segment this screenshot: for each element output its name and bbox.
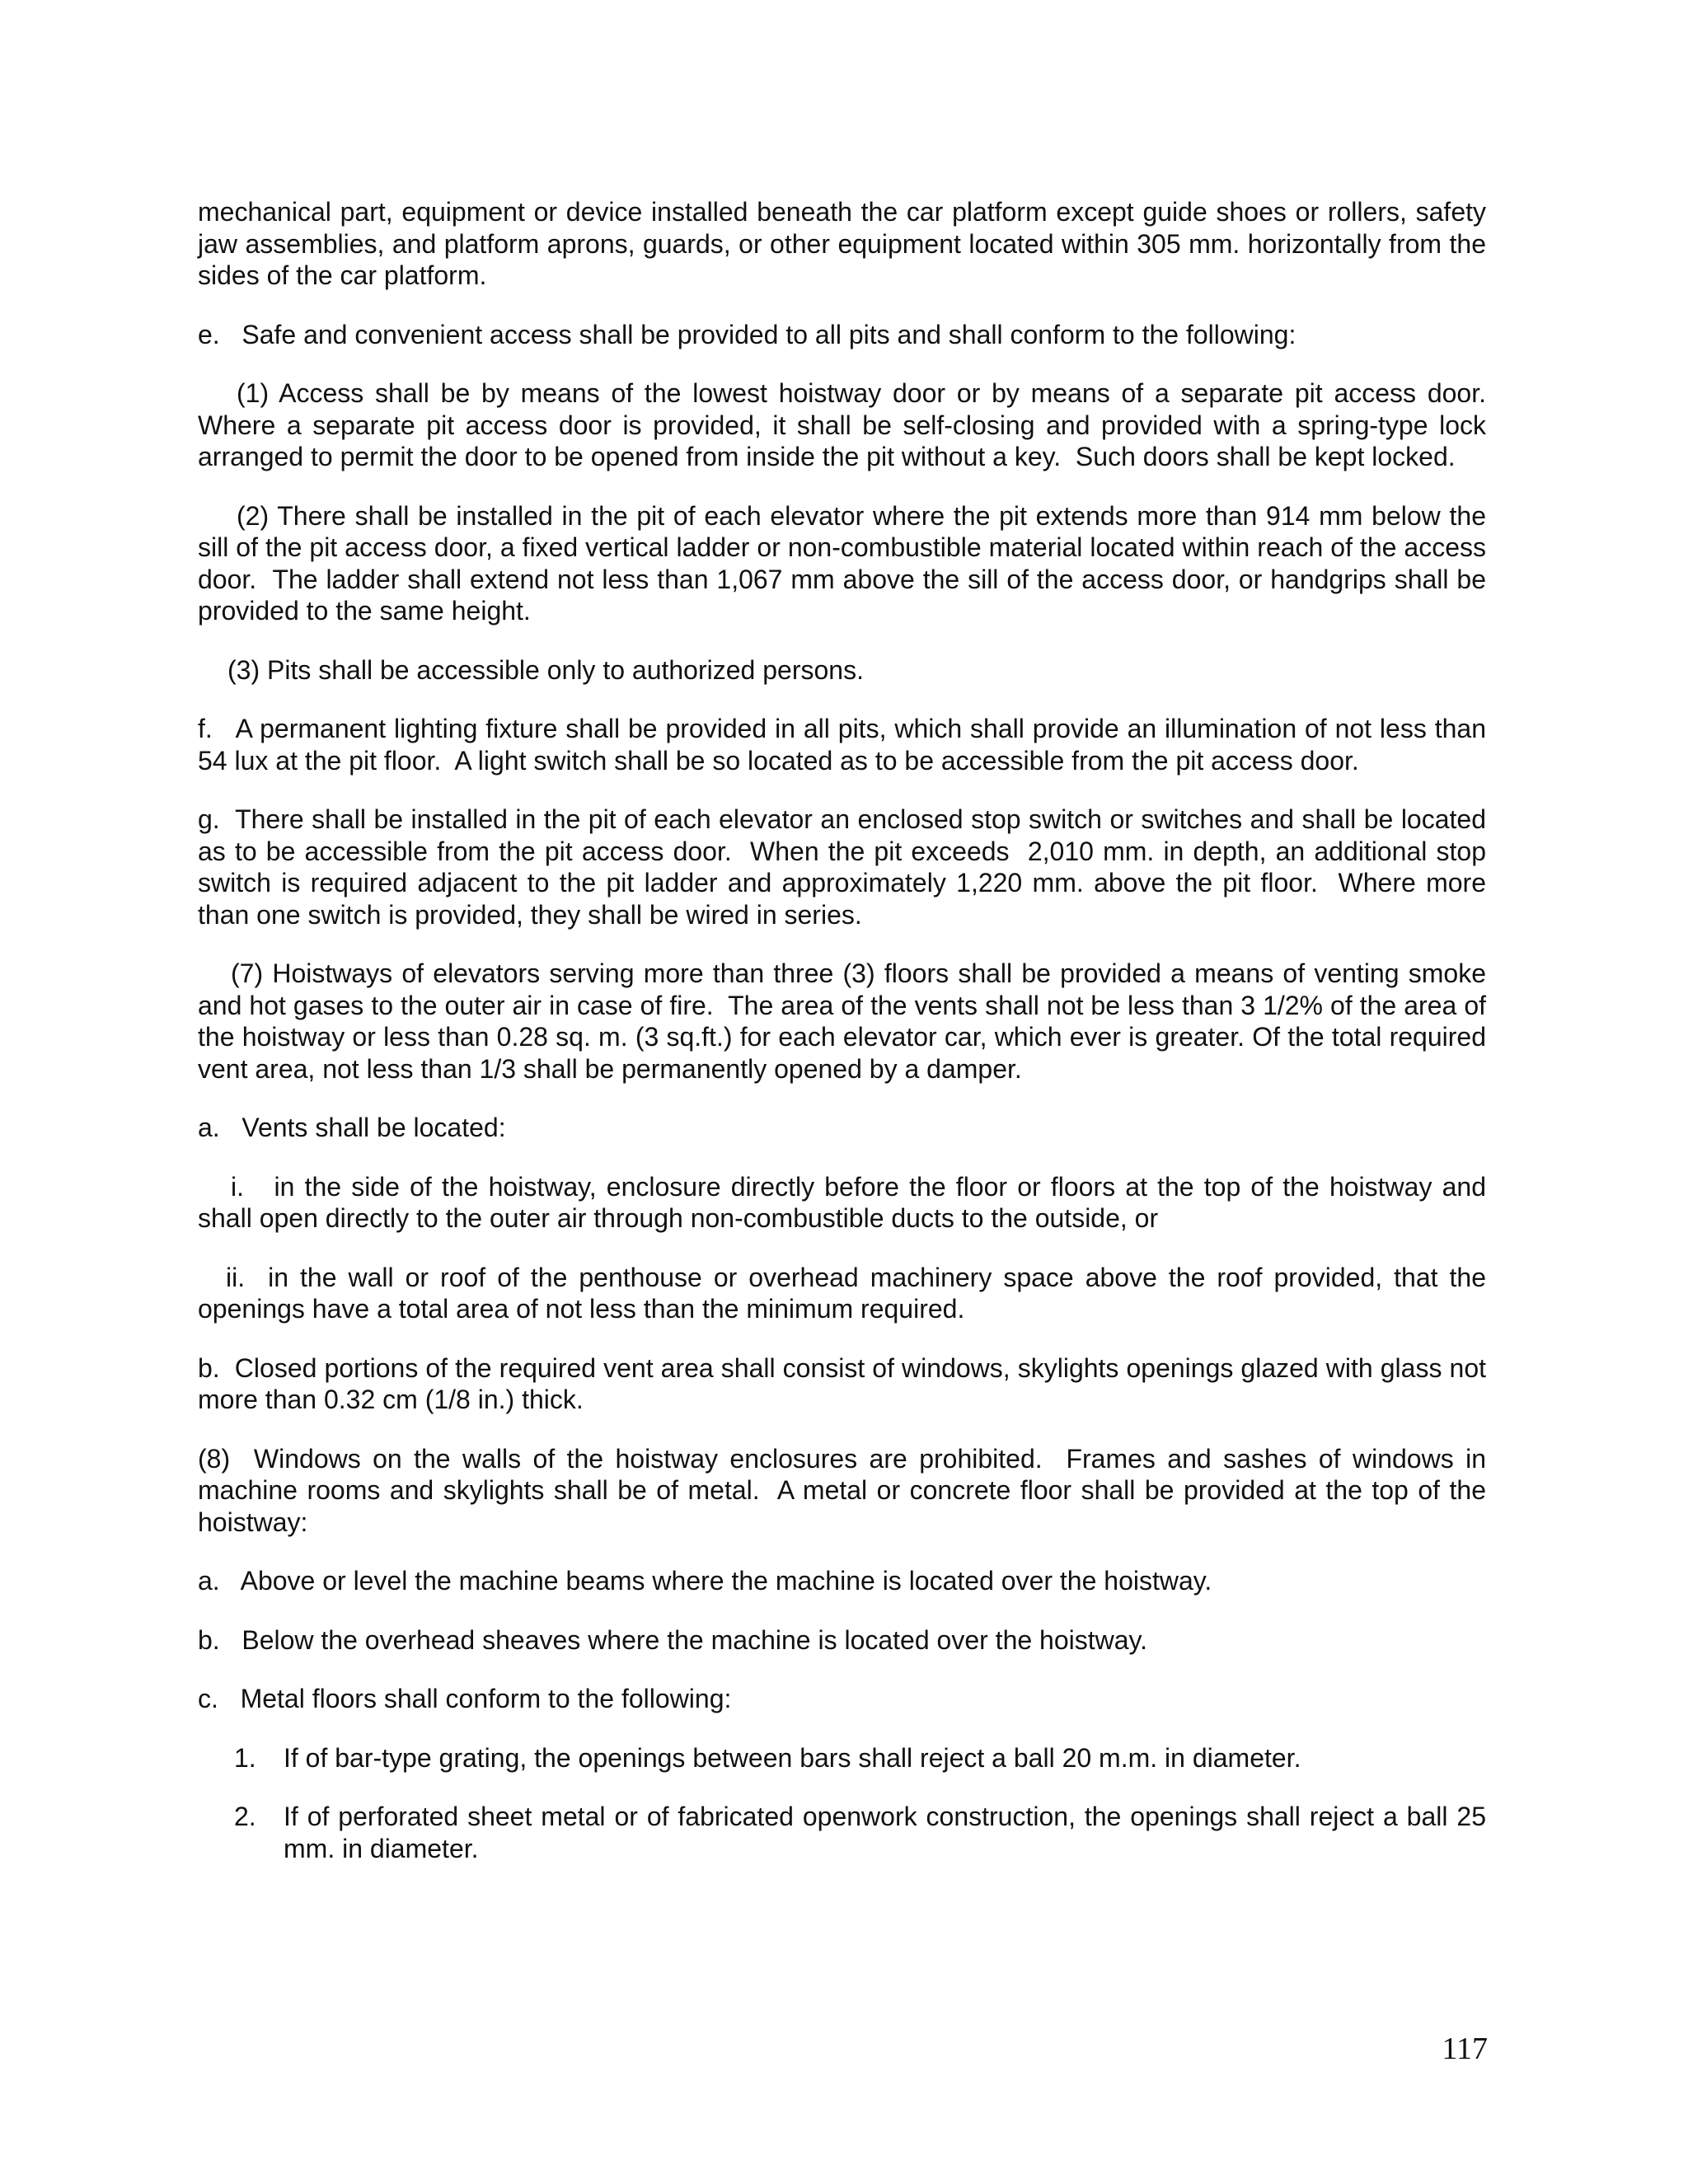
paragraph-7: (7) Hoistways of elevators serving more than three (3) floors shall be provided a means of venting smoke and hot gases to the outer air in case of fire. The area of the vents shall not be less than 3 1/2% of the area of the hoistway or less than 0.28 sq. m. (3 sq.ft.) for each elevator car, which ever is greater. Of the total required vent area, not less than 1/3 shall be permanently opened by a damper. [198, 958, 1493, 1084]
page-number: 117 [1442, 2032, 1488, 2066]
paragraph-f: f. A permanent lighting fixture shall be provided in all pits, which shall provide an illumination of not less than 54 lux at the pit floor. A light switch shall be so located as to be accessible from the pit access door. [198, 714, 1493, 776]
paragraph-e: e. Safe and convenient access shall be provided to all pits and shall conform to the following: [198, 319, 1296, 349]
paragraph-7-a-ii: ii. in the wall or roof of the penthouse or overhead machinery space above the roof provided, that the openings have a total area of not less than the minimum required. [198, 1262, 1493, 1324]
document-body [198, 196, 1493, 1891]
paragraph-8: (8) Windows on the walls of the hoistway enclosures are prohibited. Frames and sashes of windows in machine rooms and skylights shall be of metal. A metal or concrete floor shall be provided at the top of the hoistway: [198, 1443, 1493, 1537]
paragraph-8-c: c. Metal floors shall conform to the following: [198, 1684, 732, 1713]
list-item-number: 2. [234, 1802, 256, 1831]
paragraph-e-1: (1) Access shall be by means of the lowest hoistway door or by means of a separate pit access door. Where a separate pit access door is provided, it shall be self-closing and provided with a spring-type lock arranged to permit the door to be opened from inside the pit without a key. Such doors shall be kept locked. [198, 378, 1493, 471]
list-item [198, 1801, 1486, 1864]
paragraph-e-2: (2) There shall be installed in the pit of each elevator where the pit extends more than 914 mm below the sill of the pit access door, a fixed vertical ladder or non-combustible material located within reach of the access door. The ladder shall extend not less than 1,067 mm above the sill of the access door, or handgrips shall be provided to the same height. [198, 500, 1493, 626]
list-item [198, 1742, 1486, 1774]
paragraph-8-a: a. Above or level the machine beams where the machine is located over the hoistway. [198, 1566, 1212, 1596]
list-item-text: If of perforated sheet metal or of fabricated openwork construction, the openings shall reject a ball 25 mm. in diameter. [284, 1802, 1486, 1863]
paragraph-7-a: a. Vents shall be located: [198, 1113, 506, 1142]
paragraph-e-3: (3) Pits shall be accessible only to authorized persons. [227, 654, 864, 685]
paragraph-8-b: b. Below the overhead sheaves where the machine is located over the hoistway. [198, 1624, 1148, 1655]
paragraph-7-b: b. Closed portions of the required vent area shall consist of windows, skylights openings glazed with glass not more than 0.32 cm (1/8 in.) thick. [198, 1352, 1493, 1414]
list-item-number: 1. [234, 1742, 256, 1773]
paragraph-continuation: mechanical part, equipment or device installed beneath the car platform except guide shoes or rollers, safety jaw assemblies, and platform aprons, guards, or other equipment located within 305 mm. horizontally from the sides of the car platform. [198, 197, 1493, 290]
list-item-text: If of bar-type grating, the openings between bars shall reject a ball 20 m.m. in diameter. [284, 1742, 1301, 1773]
paragraph-g: g. There shall be installed in the pit of each elevator an enclosed stop switch or switches and shall be located as to be accessible from the pit access door. When the pit exceeds 2,010 mm. in depth, an additional stop switch is required adjacent to the pit ladder and approximately 1,220 mm. above the pit floor. Where more than one switch is provided, they shall be wired in series. [198, 804, 1493, 930]
paragraph-7-a-i: i. in the side of the hoistway, enclosure directly before the floor or floors at the top of the hoistway and shall open directly to the outer air through non-combustible ducts to the outside, or [198, 1171, 1493, 1233]
